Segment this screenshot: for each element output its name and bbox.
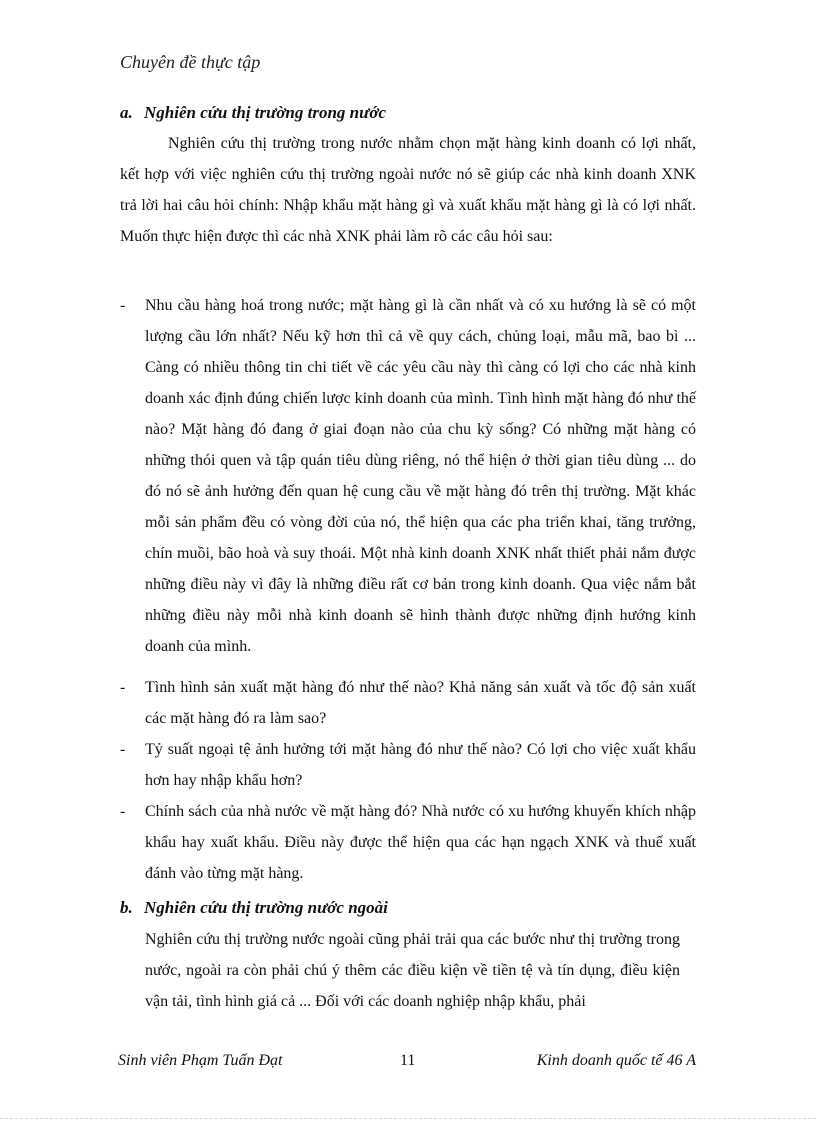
bullet-item-1 [120, 290, 696, 662]
bullet-dash: - [120, 803, 126, 820]
section-b-heading [120, 898, 388, 918]
page-boundary [0, 1118, 816, 1119]
bullet-text: Nhu cầu hàng hoá trong nước; mặt hàng gì là cần nhất và có xu hướng là sẽ có một lượng cầu lớn nhất? Nếu kỹ hơn thì cả về quy cách, chủng loại, mẫu mã, bao bì ... Càng có nhiều thông tin chi tiết về các yêu cầu này thì càng có lợi cho các nhà kinh doanh xác định đúng chiến lược kinh doanh của mình. Tình hình mặt hàng đó như thế nào? Mặt hàng đó đang ở giai đoạn nào của chu kỳ sống? Có những mặt hàng có những thói quen và tập quán tiêu dùng riêng, nó thể hiện ở thời gian tiêu dùng ... do đó nó sẽ ảnh hưởng đến quan hệ cung cầu về mặt hàng đó trên thị trường. Mặt khác mỗi sản phẩm đều có vòng đời của nó, thể hiện qua các pha triển khai, tăng trưởng, chín muồi, bão hoà và suy thoái. Một nhà kinh doanh XNK nhất thiết phải nắm được những điều này vì đây là những điều rất cơ bản trong kinh doanh. Qua việc nắm bắt những điều này mỗi nhà kinh doanh sẽ hình thành được những định hướng kinh doanh của mình. [145, 297, 696, 655]
page-header: Chuyên đề thực tập [120, 52, 261, 72]
bullet-text: Tình hình sản xuất mặt hàng đó như thế nào? Khả năng sản xuất và tốc độ sản xuất các mặt hàng đó ra làm sao? [145, 679, 696, 727]
footer-author: Sinh viên Phạm Tuấn Đạt [118, 1052, 283, 1069]
section-a-intro: Nghiên cứu thị trường trong nước nhằm chọn mặt hàng kinh doanh có lợi nhất, kết hợp với việc nghiên cứu thị trường ngoài nước nó sẽ giúp các nhà kinh doanh XNK trả lời hai câu hỏi chính: Nhập khẩu mặt hàng gì và xuất khẩu mặt hàng gì là có lợi nhất. Muốn thực hiện được thì các nhà XNK phải làm rõ các câu hỏi sau: [120, 135, 696, 245]
bullet-dash: - [120, 297, 126, 314]
bullet-dash: - [120, 741, 126, 758]
page-footer [118, 1052, 696, 1076]
section-a-heading [120, 103, 386, 123]
section-a-title: Nghiên cứu thị trường trong nước [144, 103, 386, 122]
bullet-item-2 [120, 672, 696, 734]
bullet-text: Chính sách của nhà nước về mặt hàng đó? Nhà nước có xu hướng khuyến khích nhập khẩu hay xuất khẩu. Điều này được thể hiện qua các hạn ngạch XNK và thuế xuất đánh vào từng mặt hàng. [145, 803, 696, 882]
section-b-intro: Nghiên cứu thị trường nước ngoài cũng phải trải qua các bước như thị trường trong nước, ngoài ra còn phải chú ý thêm các điều kiện về tiền tệ và tín dụng, điều kiện vận tải, tình hình giá cả ... Đối với các doanh nghiệp nhập khẩu, phải [145, 931, 680, 1010]
footer-course: Kinh doanh quốc tế 46 A [536, 1052, 696, 1069]
bullet-item-4 [120, 796, 696, 889]
bullet-dash: - [120, 679, 126, 696]
page-number: 11 [400, 1052, 416, 1069]
section-b-title: Nghiên cứu thị trường nước ngoài [144, 898, 388, 917]
bullet-text: Tỷ suất ngoại tệ ảnh hưởng tới mặt hàng đó như thế nào? Có lợi cho việc xuất khẩu hơn hay nhập khẩu hơn? [145, 741, 696, 789]
section-b-letter: b. [120, 898, 133, 917]
bullet-item-3 [120, 734, 696, 796]
section-a-letter: a. [120, 103, 133, 122]
